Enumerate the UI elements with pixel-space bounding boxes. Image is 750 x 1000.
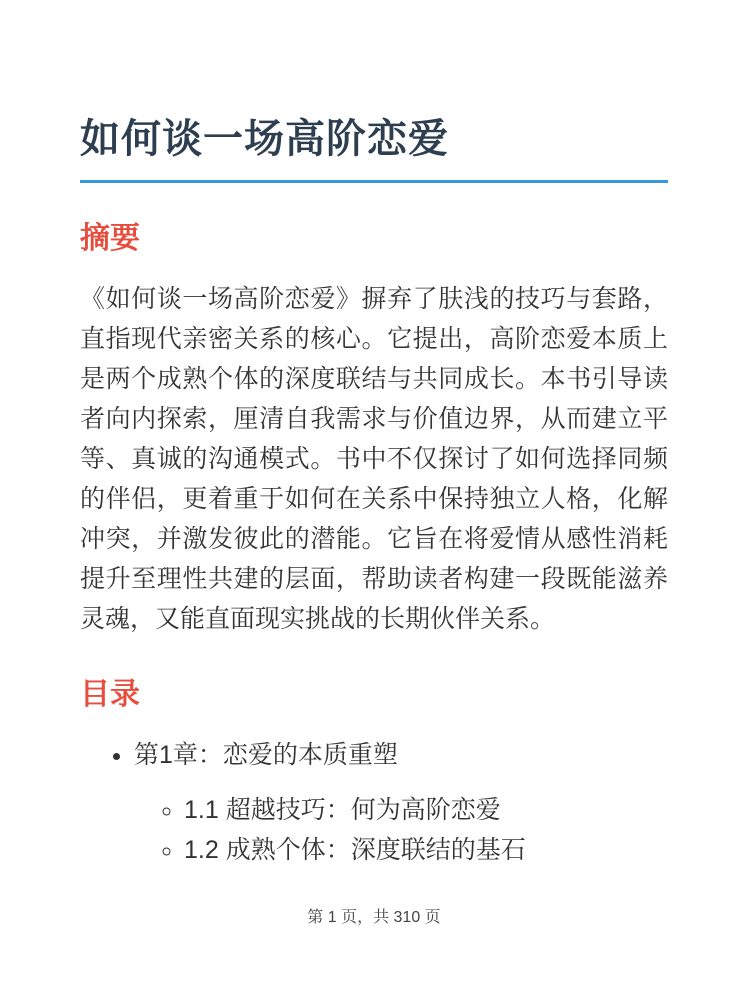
page-number-indicator: 第 1 页，共 310 页: [307, 909, 441, 926]
toc-section-label: 1.2 成熟个体：深度联结的基石: [184, 836, 526, 864]
toc-section-item: [184, 830, 668, 870]
toc-chapter-label: 第1章：恋爱的本质重塑: [134, 741, 398, 769]
toc-heading: 目录: [80, 678, 140, 711]
toc-chapter-item: [134, 735, 668, 870]
toc-section-item: [184, 790, 668, 830]
summary-heading: 摘要: [80, 222, 140, 255]
toc-sublist: [134, 790, 668, 870]
summary-paragraph: 《如何谈一场高阶恋爱》摒弃了肤浅的技巧与套路，直指现代亲密关系的核心。它提出，高阶恋爱本质上是两个成熟个体的深度联结与共同成长。本书引导读者向内探索，厘清自我需求与价值边界，从而建立平等、真诚的沟通模式。书中不仅探讨了如何选择同频的伴侣，更着重于如何在关系中保持独立人格，化解冲突，并激发彼此的潜能。它旨在将爱情从感性消耗提升至理性共建的层面，帮助读者构建一段既能滋养灵魂，又能直面现实挑战的长期伙伴关系。: [80, 285, 668, 633]
toc-section-label: 1.1 超越技巧：何为高阶恋爱: [184, 796, 501, 824]
page-title: 如何谈一场高阶恋爱: [80, 115, 668, 183]
toc-list: [80, 735, 668, 870]
